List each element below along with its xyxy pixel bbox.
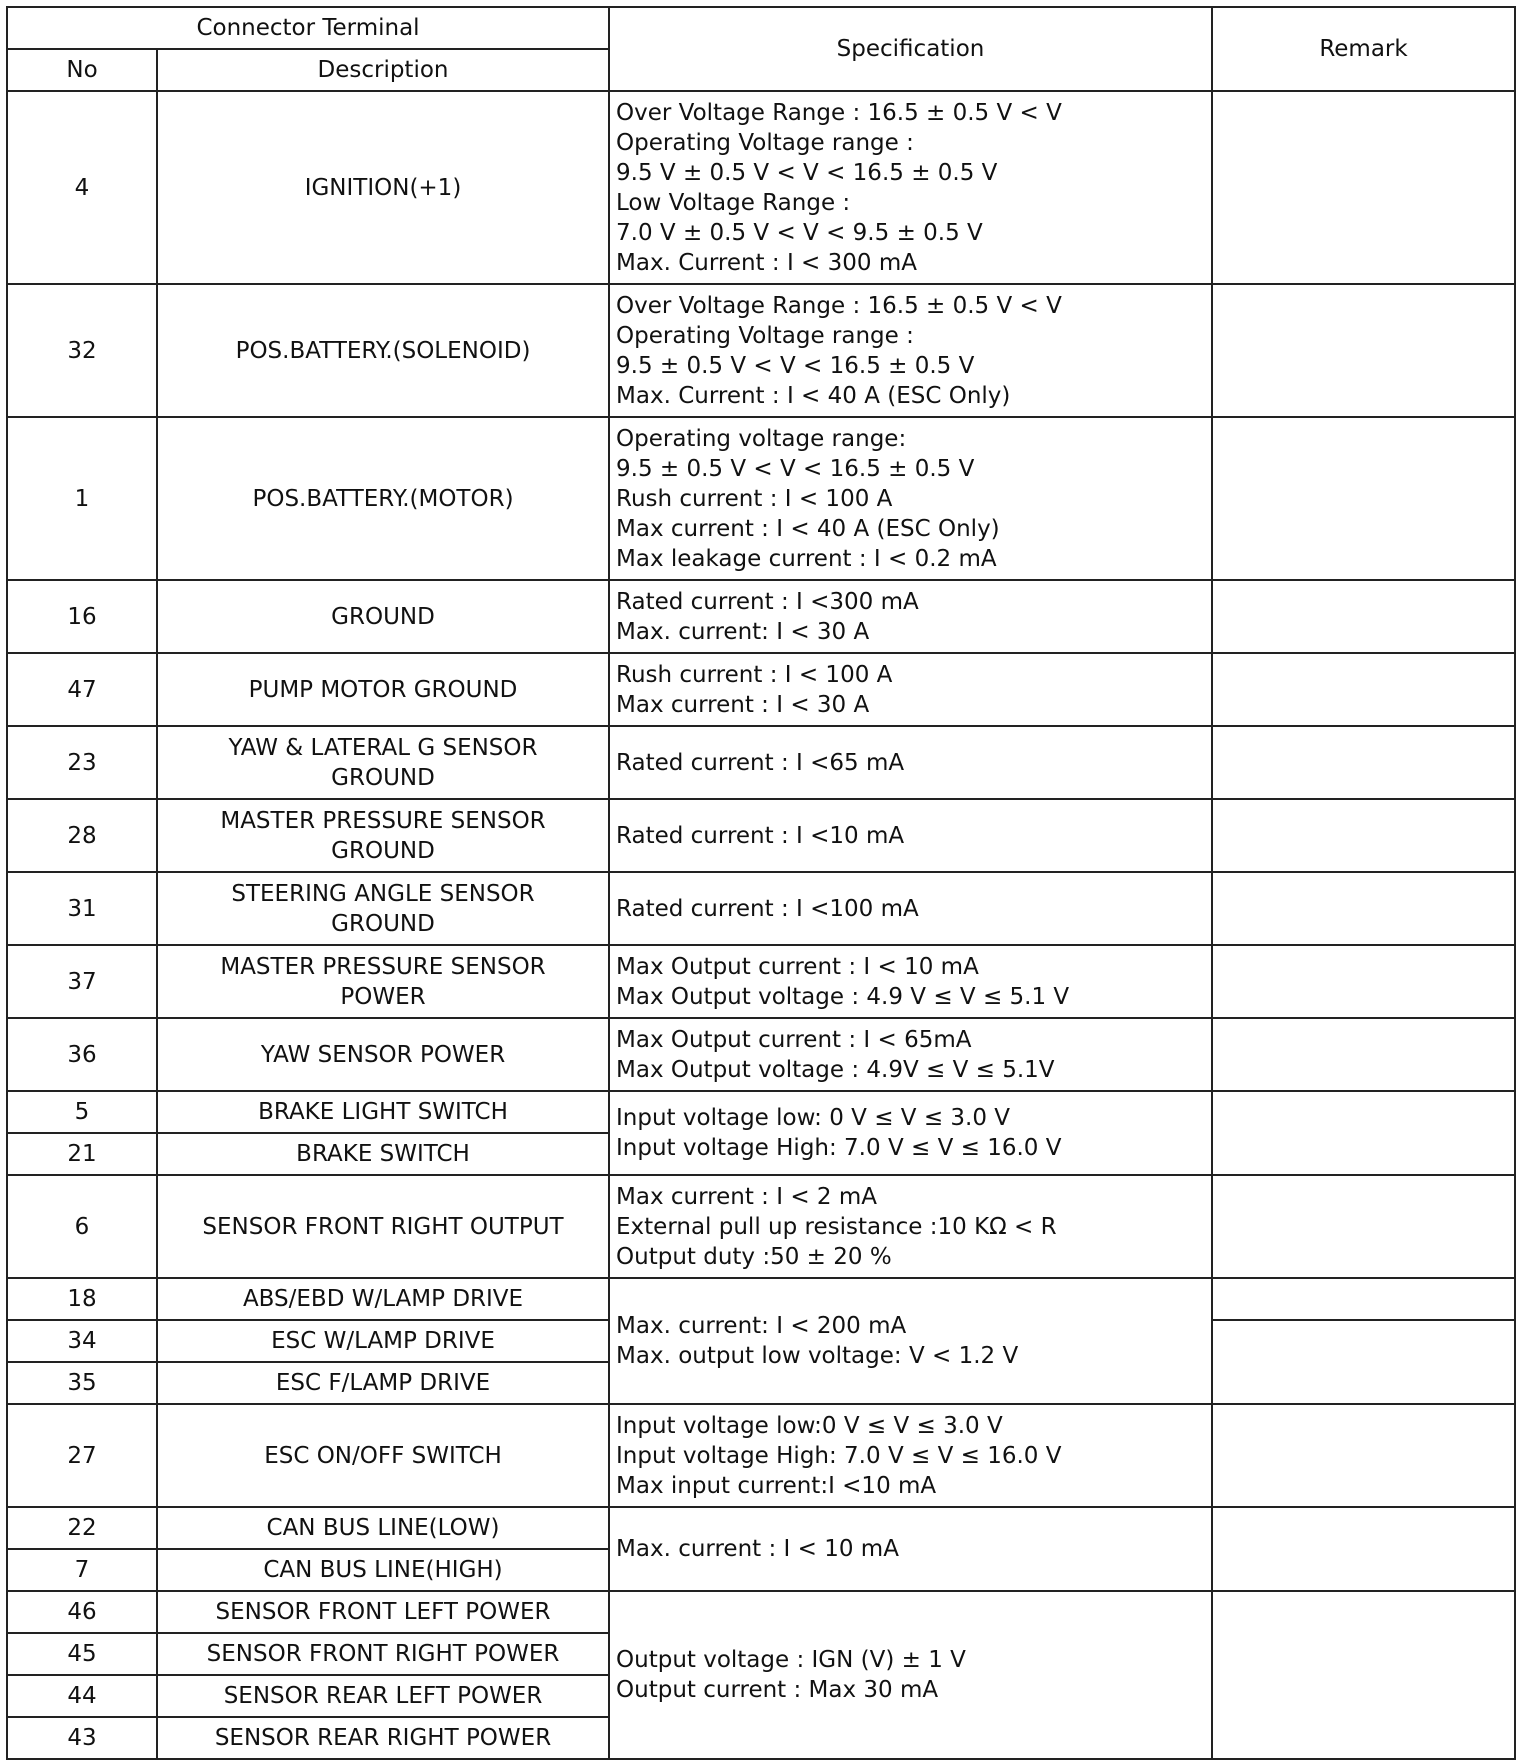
remark-cell	[1212, 1507, 1515, 1591]
table-row	[7, 1507, 1515, 1549]
terminal-description: POS.BATTERY.(MOTOR)	[157, 417, 609, 580]
terminal-no: 28	[7, 799, 157, 872]
table-row	[7, 726, 1515, 799]
terminal-description: SENSOR REAR RIGHT POWER	[157, 1717, 609, 1759]
specification-cell: Rated current : I <65 mA	[609, 726, 1212, 799]
specification-cell: Rated current : I <10 mA	[609, 799, 1212, 872]
terminal-description: PUMP MOTOR GROUND	[157, 653, 609, 726]
remark-cell	[1212, 284, 1515, 417]
terminal-no: 35	[7, 1362, 157, 1404]
specification-cell: Max Output current : I < 10 mA Max Output voltage : 4.9 V ≤ V ≤ 5.1 V	[609, 945, 1212, 1018]
terminal-no: 31	[7, 872, 157, 945]
terminal-no: 43	[7, 1717, 157, 1759]
table-row	[7, 1018, 1515, 1091]
remark-cell	[1212, 799, 1515, 872]
terminal-no: 16	[7, 580, 157, 653]
terminal-no: 5	[7, 1091, 157, 1133]
terminal-no: 34	[7, 1320, 157, 1362]
header-specification: Specification	[609, 7, 1212, 91]
terminal-description: ESC F/LAMP DRIVE	[157, 1362, 609, 1404]
remark-cell	[1212, 1591, 1515, 1759]
terminal-description: POS.BATTERY.(SOLENOID)	[157, 284, 609, 417]
terminal-no: 47	[7, 653, 157, 726]
terminal-no: 46	[7, 1591, 157, 1633]
terminal-no: 18	[7, 1278, 157, 1320]
table-row	[7, 872, 1515, 945]
table-row	[7, 284, 1515, 417]
terminal-no: 1	[7, 417, 157, 580]
remark-cell	[1212, 653, 1515, 726]
terminal-description: MASTER PRESSURE SENSOR POWER	[157, 945, 609, 1018]
terminal-description: CAN BUS LINE(LOW)	[157, 1507, 609, 1549]
terminal-description: GROUND	[157, 580, 609, 653]
terminal-no: 37	[7, 945, 157, 1018]
terminal-description: BRAKE SWITCH	[157, 1133, 609, 1175]
terminal-description: ABS/EBD W/LAMP DRIVE	[157, 1278, 609, 1320]
header-connector-terminal: Connector Terminal	[7, 7, 609, 49]
terminal-description: SENSOR FRONT RIGHT OUTPUT	[157, 1175, 609, 1278]
terminal-no: 6	[7, 1175, 157, 1278]
terminal-no: 23	[7, 726, 157, 799]
terminal-description: BRAKE LIGHT SWITCH	[157, 1091, 609, 1133]
table-row	[7, 1278, 1515, 1320]
remark-cell	[1212, 726, 1515, 799]
terminal-no: 45	[7, 1633, 157, 1675]
table-row	[7, 1591, 1515, 1633]
terminal-no: 4	[7, 91, 157, 284]
terminal-description: ESC ON/OFF SWITCH	[157, 1404, 609, 1507]
specification-cell: Rated current : I <300 mA Max. current: I < 30 A	[609, 580, 1212, 653]
specification-cell: Output voltage : IGN (V) ± 1 V Output current : Max 30 mA	[609, 1591, 1212, 1759]
specification-cell: Max current : I < 2 mA External pull up resistance :10 KΩ < R Output duty :50 ± 20 %	[609, 1175, 1212, 1278]
connector-terminal-table	[6, 6, 1516, 1760]
remark-cell	[1212, 417, 1515, 580]
terminal-description: YAW SENSOR POWER	[157, 1018, 609, 1091]
table-row	[7, 417, 1515, 580]
table-row	[7, 653, 1515, 726]
table-row	[7, 799, 1515, 872]
terminal-description: STEERING ANGLE SENSOR GROUND	[157, 872, 609, 945]
terminal-no: 44	[7, 1675, 157, 1717]
remark-cell	[1212, 1320, 1515, 1404]
specification-cell: Over Voltage Range : 16.5 ± 0.5 V < V Operating Voltage range : 9.5 V ± 0.5 V < V < 16.5 ± 0.5 V Low Voltage Range : 7.0 V ± 0.5 V < V < 9.5 ± 0.5 V Max. Current : I < 300 mA	[609, 91, 1212, 284]
remark-cell	[1212, 1018, 1515, 1091]
table-row	[7, 1091, 1515, 1133]
table-row	[7, 580, 1515, 653]
table-row	[7, 91, 1515, 284]
specification-cell: Rush current : I < 100 A Max current : I < 30 A	[609, 653, 1212, 726]
terminal-description: SENSOR FRONT LEFT POWER	[157, 1591, 609, 1633]
terminal-description: IGNITION(+1)	[157, 91, 609, 284]
table-row	[7, 1175, 1515, 1278]
terminal-no: 32	[7, 284, 157, 417]
remark-cell	[1212, 580, 1515, 653]
table-row	[7, 945, 1515, 1018]
header-remark: Remark	[1212, 7, 1515, 91]
table-row	[7, 1404, 1515, 1507]
terminal-description: YAW & LATERAL G SENSOR GROUND	[157, 726, 609, 799]
specification-cell: Rated current : I <100 mA	[609, 872, 1212, 945]
specification-cell: Max Output current : I < 65mA Max Output voltage : 4.9V ≤ V ≤ 5.1V	[609, 1018, 1212, 1091]
remark-cell	[1212, 1175, 1515, 1278]
terminal-description: SENSOR REAR LEFT POWER	[157, 1675, 609, 1717]
specification-cell: Input voltage low:0 V ≤ V ≤ 3.0 V Input voltage High: 7.0 V ≤ V ≤ 16.0 V Max input current:I <10 mA	[609, 1404, 1212, 1507]
terminal-description: ESC W/LAMP DRIVE	[157, 1320, 609, 1362]
specification-cell: Max. current : I < 10 mA	[609, 1507, 1212, 1591]
terminal-description: CAN BUS LINE(HIGH)	[157, 1549, 609, 1591]
terminal-no: 7	[7, 1549, 157, 1591]
specification-cell: Operating voltage range: 9.5 ± 0.5 V < V < 16.5 ± 0.5 V Rush current : I < 100 A Max current : I < 40 A (ESC Only) Max leakage current : I < 0.2 mA	[609, 417, 1212, 580]
header-description: Description	[157, 49, 609, 91]
terminal-no: 27	[7, 1404, 157, 1507]
specification-cell: Max. current: I < 200 mA Max. output low voltage: V < 1.2 V	[609, 1278, 1212, 1404]
remark-cell	[1212, 1091, 1515, 1175]
remark-cell	[1212, 872, 1515, 945]
remark-cell	[1212, 91, 1515, 284]
terminal-no: 36	[7, 1018, 157, 1091]
terminal-no: 21	[7, 1133, 157, 1175]
terminal-no: 22	[7, 1507, 157, 1549]
remark-cell	[1212, 945, 1515, 1018]
specification-cell: Input voltage low: 0 V ≤ V ≤ 3.0 V Input voltage High: 7.0 V ≤ V ≤ 16.0 V	[609, 1091, 1212, 1175]
terminal-description: SENSOR FRONT RIGHT POWER	[157, 1633, 609, 1675]
specification-cell: Over Voltage Range : 16.5 ± 0.5 V < V Operating Voltage range : 9.5 ± 0.5 V < V < 16.5 ± 0.5 V Max. Current : I < 40 A (ESC Only)	[609, 284, 1212, 417]
terminal-description: MASTER PRESSURE SENSOR GROUND	[157, 799, 609, 872]
remark-cell	[1212, 1404, 1515, 1507]
remark-cell	[1212, 1278, 1515, 1320]
header-no: No	[7, 49, 157, 91]
